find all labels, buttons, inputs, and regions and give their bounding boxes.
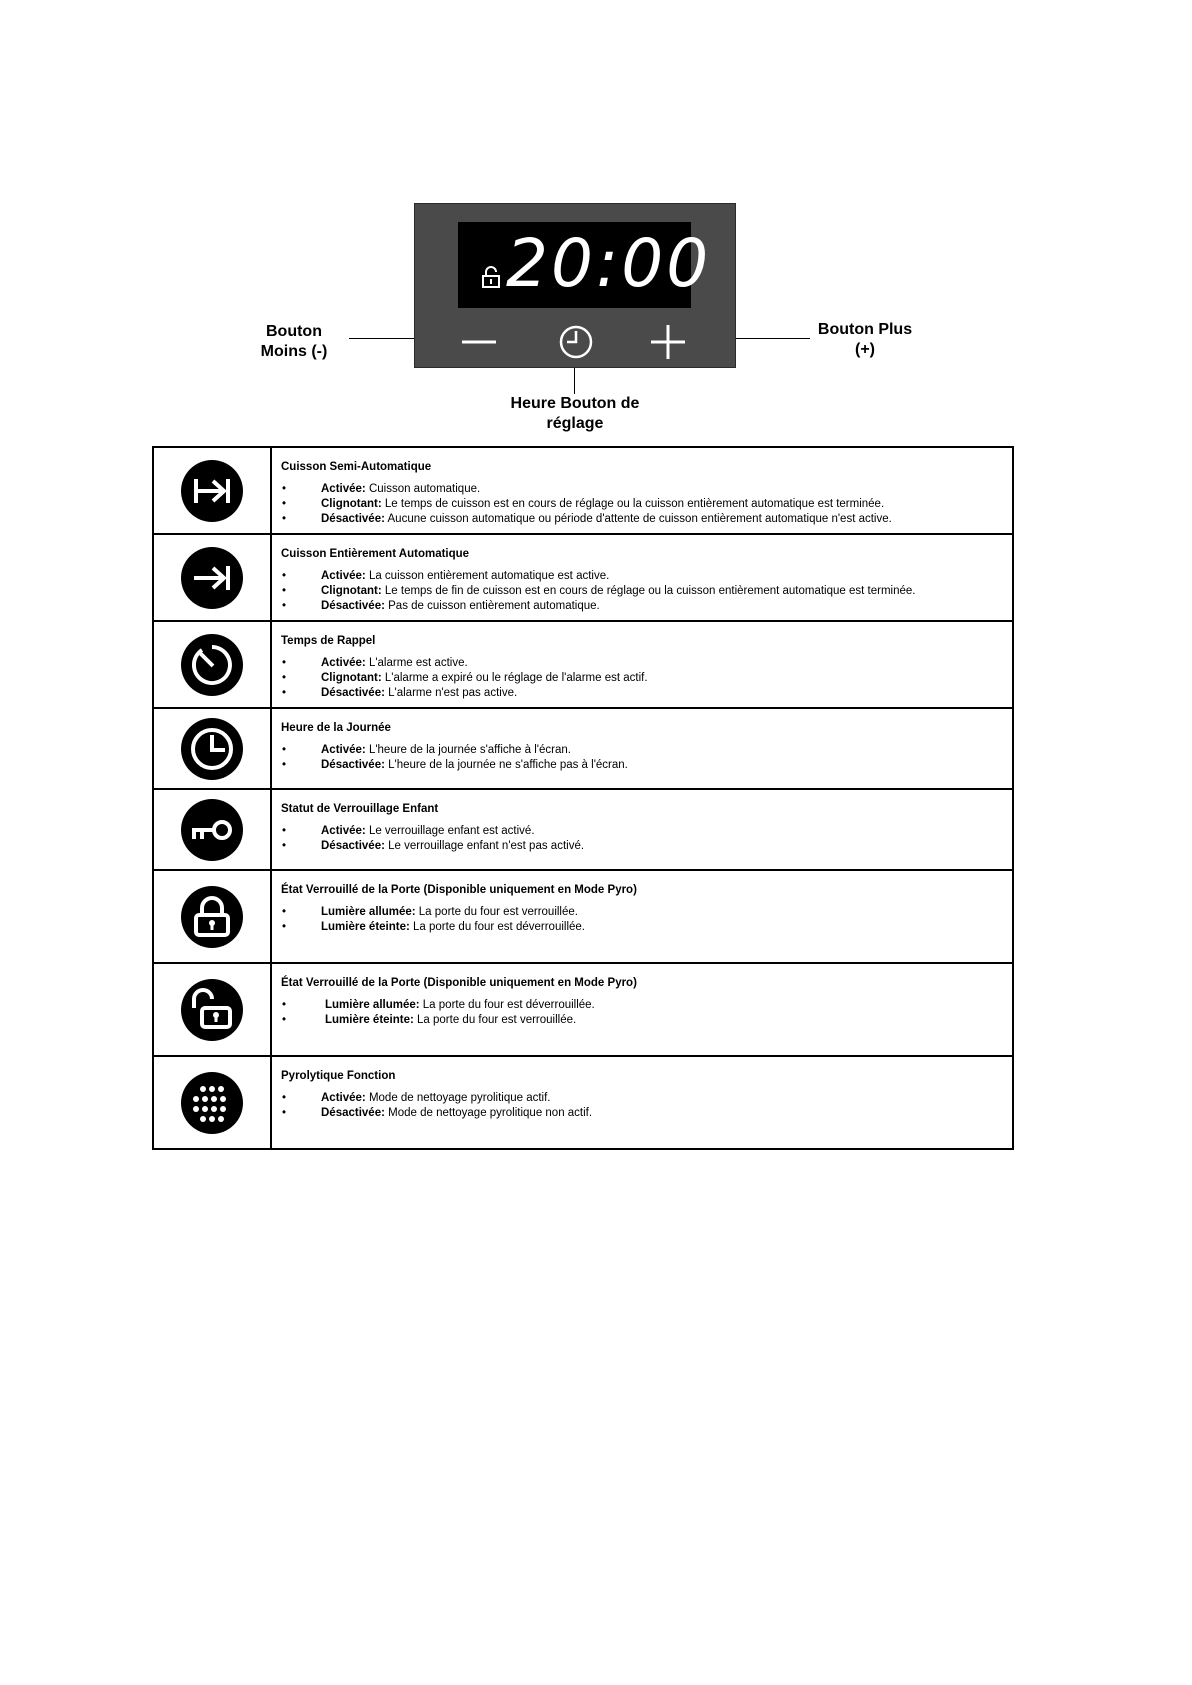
list-item: • Activée: Cuisson automatique. (281, 482, 1004, 497)
list-item: • Activée: L'alarme est active. (281, 656, 1004, 671)
list-item: • Lumière éteinte: La porte du four est verrouillée. (281, 1013, 1004, 1028)
oven-display (458, 222, 712, 308)
list-item: • Activée: Le verrouillage enfant est activé. (281, 824, 1004, 839)
clock-leader-line (574, 368, 575, 394)
plus-leader-line (736, 338, 810, 339)
table-row (153, 447, 1013, 534)
timer-icon (180, 633, 244, 697)
list-item: • Désactivée: Mode de nettoyage pyrolitique non actif. (281, 1106, 1004, 1121)
table-row (153, 1056, 1013, 1149)
table-row (153, 789, 1013, 870)
symbol-legend-table (152, 446, 1014, 1150)
row-title: Temps de Rappel (281, 635, 376, 647)
list-item: • Clignotant: Le temps de fin de cuisson est en cours de réglage ou la cuisson entièrement automatique est terminée. (281, 584, 1004, 599)
clock-icon (180, 717, 244, 781)
list-item: • Désactivée: Aucune cuisson automatique ou période d'attente de cuisson entièrement automatique n'est active. (281, 512, 1004, 527)
table-row (153, 870, 1013, 963)
list-item: • Activée: Mode de nettoyage pyrolitique actif. (281, 1091, 1004, 1106)
small-lock-icon (481, 266, 501, 288)
list-item: • Désactivée: L'alarme n'est pas active. (281, 686, 1004, 701)
table-row (153, 621, 1013, 708)
display-time: 20:00 (506, 225, 712, 302)
table-row (153, 963, 1013, 1056)
oven-control-panel (414, 203, 736, 368)
table-row (153, 534, 1013, 621)
row-title: Cuisson Semi-Automatique (281, 461, 432, 473)
list-item: • Clignotant: L'alarme a expiré ou le réglage de l'alarme est actif. (281, 671, 1004, 686)
list-item: • Activée: La cuisson entièrement automatique est active. (281, 569, 1004, 584)
list-item: • Activée: L'heure de la journée s'affiche à l'écran. (281, 743, 1004, 758)
clock-set-button[interactable] (554, 322, 598, 362)
lock-open-icon (180, 978, 244, 1042)
key-icon (180, 798, 244, 862)
table-row (153, 708, 1013, 789)
list-item: • Clignotant: Le temps de cuisson est en cours de réglage ou la cuisson entièrement automatique est terminée. (281, 497, 1004, 512)
list-item: • Lumière allumée: La porte du four est déverrouillée. (281, 998, 1004, 1013)
list-item: • Désactivée: L'heure de la journée ne s'affiche pas à l'écran. (281, 758, 1004, 773)
minus-leader-line (349, 338, 414, 339)
list-item: • Désactivée: Le verrouillage enfant n'est pas activé. (281, 839, 1004, 854)
clock-button-label: Heure Bouton de réglage (510, 395, 640, 432)
row-title: Heure de la Journée (281, 722, 391, 734)
row-title: Pyrolytique Fonction (281, 1070, 396, 1082)
plus-button[interactable] (646, 322, 690, 362)
list-item: • Désactivée: Pas de cuisson entièrement automatique. (281, 599, 1004, 614)
pyrolytic-dots-icon (180, 1071, 244, 1135)
row-title: Statut de Verrouillage Enfant (281, 803, 439, 815)
row-title: État Verrouillé de la Porte (Disponible uniquement en Mode Pyro) (281, 977, 637, 989)
semi-auto-cooking-icon (180, 459, 244, 523)
row-title: État Verrouillé de la Porte (Disponible uniquement en Mode Pyro) (281, 884, 637, 896)
list-item: • Lumière allumée: La porte du four est verrouillée. (281, 905, 1004, 920)
full-auto-cooking-icon (180, 546, 244, 610)
minus-button-label: Bouton Moins (-) (260, 323, 328, 360)
row-title: Cuisson Entièrement Automatique (281, 548, 470, 560)
lock-closed-icon (180, 885, 244, 949)
list-item: • Lumière éteinte: La porte du four est déverrouillée. (281, 920, 1004, 935)
minus-button[interactable] (457, 322, 501, 362)
plus-button-label: Bouton Plus (+) (817, 321, 913, 358)
